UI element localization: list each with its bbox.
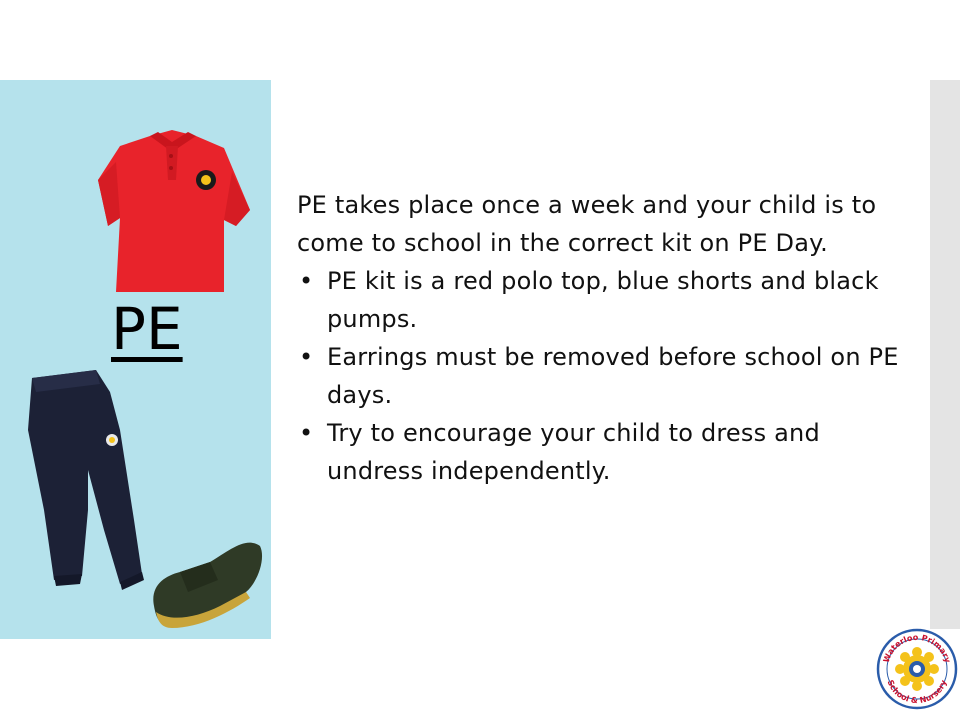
list-item: • Earrings must be removed before school on PE days. — [297, 338, 922, 414]
bullet-icon: • — [299, 419, 314, 447]
list-item: • PE kit is a red polo top, blue shorts and black pumps. — [297, 262, 922, 338]
page-title: PE — [111, 295, 183, 363]
bullet-icon: • — [299, 267, 314, 295]
intro-text: PE takes place once a week and your child is to come to school in the correct kit on PE Day. — [297, 191, 877, 257]
svg-text:School & Nursery: School & Nursery — [885, 678, 949, 706]
black-pump-shoe-icon — [150, 536, 264, 630]
bullet-list — [297, 262, 922, 490]
list-item: • Try to encourage your child to dress and undress independently. — [297, 414, 922, 490]
red-polo-shirt-icon — [98, 122, 250, 294]
bullet-icon: • — [299, 343, 314, 371]
school-logo-icon — [876, 628, 958, 710]
navy-trousers-icon — [22, 370, 146, 596]
svg-text:Waterloo Primary: Waterloo Primary — [881, 632, 953, 664]
side-strip — [930, 80, 960, 629]
content-block — [297, 186, 922, 490]
